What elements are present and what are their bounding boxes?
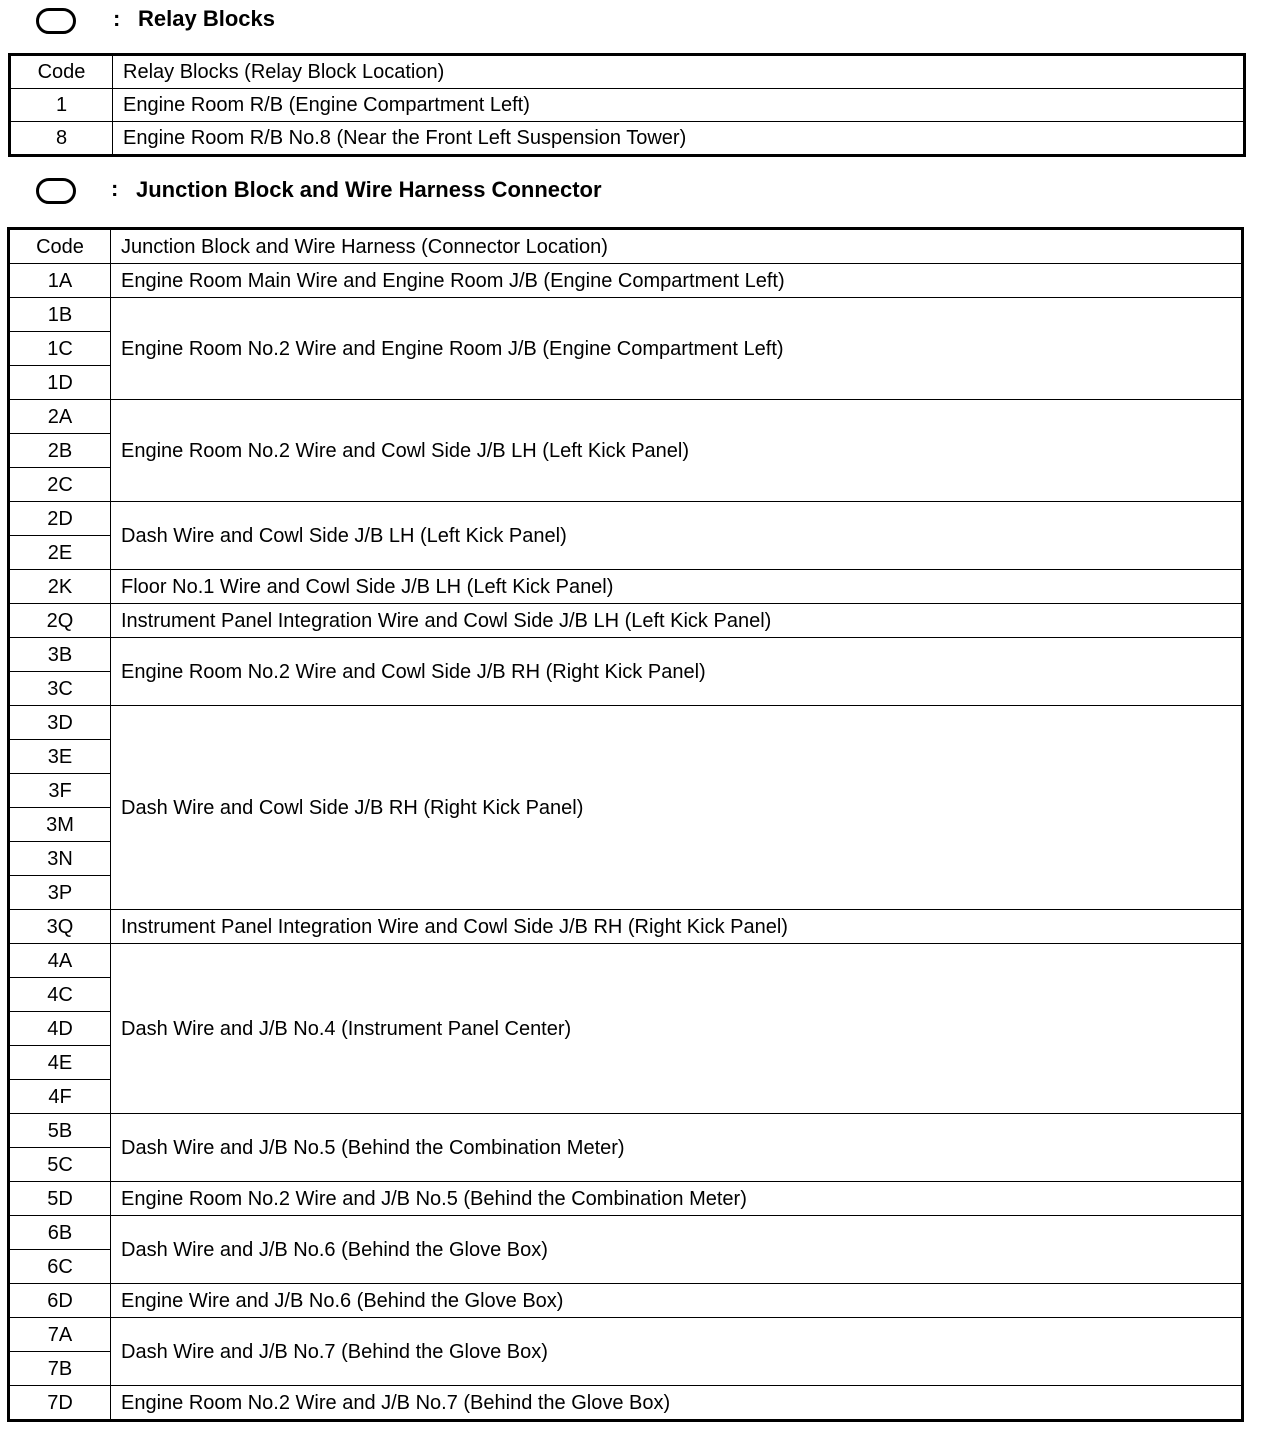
relay-blocks-table — [8, 53, 1246, 157]
location-cell: Engine Wire and J/B No.6 (Behind the Glove Box) — [111, 1284, 1243, 1318]
code-cell: 8 — [10, 122, 113, 156]
location-cell: Engine Room R/B (Engine Compartment Left) — [113, 89, 1245, 122]
location-cell: Instrument Panel Integration Wire and Cowl Side J/B RH (Right Kick Panel) — [111, 910, 1243, 944]
code-cell: 2D — [9, 502, 111, 536]
location-cell: Engine Room No.2 Wire and Cowl Side J/B LH (Left Kick Panel) — [111, 400, 1243, 502]
code-cell: 2E — [9, 536, 111, 570]
code-cell: 3D — [9, 706, 111, 740]
code-cell: 2C — [9, 468, 111, 502]
code-cell: 1 — [10, 89, 113, 122]
code-header: Code — [9, 229, 111, 264]
code-cell: 1C — [9, 332, 111, 366]
table-row — [10, 122, 1245, 156]
location-cell: Dash Wire and Cowl Side J/B LH (Left Kick Panel) — [111, 502, 1243, 570]
table-row — [9, 910, 1243, 944]
code-cell: 7A — [9, 1318, 111, 1352]
code-cell: 5B — [9, 1114, 111, 1148]
table-row — [9, 604, 1243, 638]
location-cell: Engine Room No.2 Wire and J/B No.5 (Behind the Combination Meter) — [111, 1182, 1243, 1216]
location-cell: Instrument Panel Integration Wire and Cowl Side J/B LH (Left Kick Panel) — [111, 604, 1243, 638]
code-cell: 6D — [9, 1284, 111, 1318]
table-row — [9, 570, 1243, 604]
table-row — [9, 1182, 1243, 1216]
table-row — [9, 1216, 1243, 1250]
relay-section-colon: : — [113, 6, 121, 31]
code-cell: 4E — [9, 1046, 111, 1080]
code-cell: 2Q — [9, 604, 111, 638]
code-cell: 1D — [9, 366, 111, 400]
table-row — [9, 706, 1243, 740]
location-cell: Engine Room R/B No.8 (Near the Front Left Suspension Tower) — [113, 122, 1245, 156]
location-cell: Floor No.1 Wire and Cowl Side J/B LH (Left Kick Panel) — [111, 570, 1243, 604]
table-row — [9, 1386, 1243, 1421]
jb-section-title: Junction Block and Wire Harness Connector — [136, 177, 602, 202]
code-cell: 7D — [9, 1386, 111, 1421]
code-cell: 3B — [9, 638, 111, 672]
code-cell: 3Q — [9, 910, 111, 944]
code-cell: 6C — [9, 1250, 111, 1284]
code-cell: 3N — [9, 842, 111, 876]
code-cell: 2B — [9, 434, 111, 468]
relay-section-title: Relay Blocks — [138, 6, 275, 31]
relay-block-symbol-icon — [36, 8, 76, 34]
location-header: Relay Blocks (Relay Block Location) — [113, 55, 1245, 89]
table-row — [9, 1318, 1243, 1352]
table-row — [9, 400, 1243, 434]
junction-block-table — [7, 227, 1244, 1422]
code-cell: 4F — [9, 1080, 111, 1114]
table-row — [9, 502, 1243, 536]
code-cell: 3F — [9, 774, 111, 808]
table-header-row — [10, 55, 1245, 89]
code-cell: 6B — [9, 1216, 111, 1250]
code-cell: 2A — [9, 400, 111, 434]
code-cell: 7B — [9, 1352, 111, 1386]
table-row — [10, 89, 1245, 122]
table-row — [9, 1114, 1243, 1148]
table-row — [9, 638, 1243, 672]
location-cell: Dash Wire and Cowl Side J/B RH (Right Kick Panel) — [111, 706, 1243, 910]
code-cell: 1B — [9, 298, 111, 332]
code-header: Code — [10, 55, 113, 89]
location-cell: Dash Wire and J/B No.6 (Behind the Glove Box) — [111, 1216, 1243, 1284]
table-row — [9, 944, 1243, 978]
code-cell: 3C — [9, 672, 111, 706]
code-cell: 4C — [9, 978, 111, 1012]
code-cell: 3E — [9, 740, 111, 774]
code-cell: 5C — [9, 1148, 111, 1182]
table-row — [9, 264, 1243, 298]
location-cell: Dash Wire and J/B No.7 (Behind the Glove Box) — [111, 1318, 1243, 1386]
location-cell: Engine Room Main Wire and Engine Room J/B (Engine Compartment Left) — [111, 264, 1243, 298]
table-row — [9, 1284, 1243, 1318]
code-cell: 1A — [9, 264, 111, 298]
code-cell: 2K — [9, 570, 111, 604]
location-cell: Dash Wire and J/B No.5 (Behind the Combination Meter) — [111, 1114, 1243, 1182]
table-header-row — [9, 229, 1243, 264]
location-cell: Dash Wire and J/B No.4 (Instrument Panel Center) — [111, 944, 1243, 1114]
code-cell: 4A — [9, 944, 111, 978]
location-cell: Engine Room No.2 Wire and Engine Room J/B (Engine Compartment Left) — [111, 298, 1243, 400]
junction-block-symbol-icon — [36, 178, 76, 204]
location-cell: Engine Room No.2 Wire and J/B No.7 (Behind the Glove Box) — [111, 1386, 1243, 1421]
code-cell: 3P — [9, 876, 111, 910]
code-cell: 4D — [9, 1012, 111, 1046]
location-cell: Engine Room No.2 Wire and Cowl Side J/B RH (Right Kick Panel) — [111, 638, 1243, 706]
code-cell: 3M — [9, 808, 111, 842]
jb-section-colon: : — [111, 176, 119, 201]
location-header: Junction Block and Wire Harness (Connector Location) — [111, 229, 1243, 264]
table-row — [9, 298, 1243, 332]
code-cell: 5D — [9, 1182, 111, 1216]
